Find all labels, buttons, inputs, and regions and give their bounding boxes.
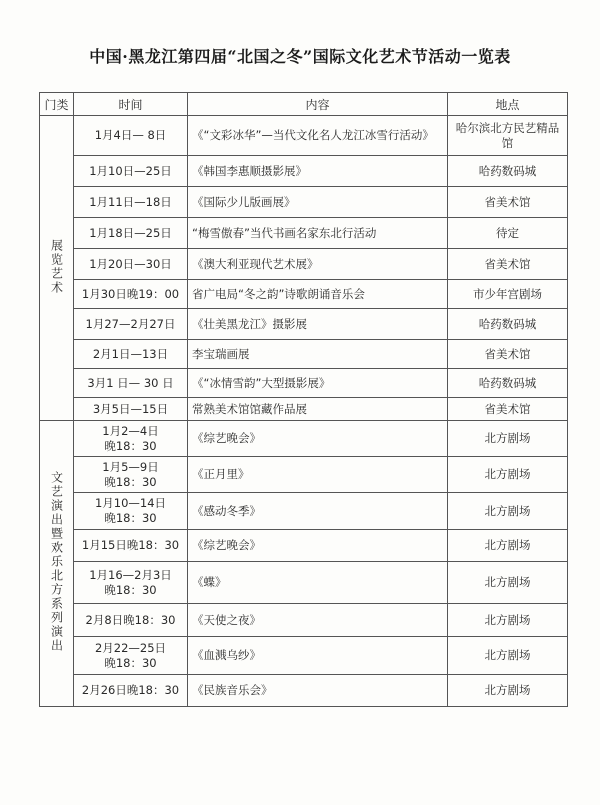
- time-cell: 1月10—14日 晚18：30: [74, 493, 188, 530]
- time-cell: 1月20日—30日: [74, 249, 188, 280]
- time-cell: 3月1 日— 30 日: [74, 369, 188, 398]
- venue-cell: 北方剧场: [448, 675, 568, 707]
- category-cell: [40, 421, 74, 707]
- time-cell: 1月10日—25日: [74, 156, 188, 187]
- category-label: 展览艺术: [49, 238, 64, 295]
- venue-cell: 省美术馆: [448, 249, 568, 280]
- table-row: [40, 530, 568, 562]
- table-row: [40, 604, 568, 637]
- venue-cell: 北方剧场: [448, 457, 568, 493]
- content-cell: 《感动冬季》: [188, 493, 448, 530]
- venue-cell: 北方剧场: [448, 530, 568, 562]
- time-cell: 2月8日晚18：30: [74, 604, 188, 637]
- time-cell: 1月15日晚18：30: [74, 530, 188, 562]
- venue-cell: 北方剧场: [448, 421, 568, 457]
- time-cell: 2月26日晚18：30: [74, 675, 188, 707]
- content-cell: 《“文彩冰华”—当代文化名人龙江冰雪行活动》: [188, 116, 448, 156]
- venue-cell: 北方剧场: [448, 604, 568, 637]
- content-cell: 《壮美黑龙江》摄影展: [188, 309, 448, 340]
- time-cell: 1月4日— 8日: [74, 116, 188, 156]
- venue-cell: 省美术馆: [448, 398, 568, 421]
- time-cell: 1月11日—18日: [74, 187, 188, 218]
- header-venue: 地点: [448, 93, 568, 116]
- table-row: [40, 309, 568, 340]
- venue-cell: 北方剧场: [448, 637, 568, 675]
- time-cell: 3月5日—15日: [74, 398, 188, 421]
- table-row: [40, 369, 568, 398]
- table-row: [40, 421, 568, 457]
- content-cell: 《天使之夜》: [188, 604, 448, 637]
- venue-cell: 哈尔滨北方民艺精品馆: [448, 116, 568, 156]
- content-cell: 常熟美术馆馆藏作品展: [188, 398, 448, 421]
- category-label: 文艺演出暨欢乐北方系列演出: [49, 471, 64, 653]
- activity-table: [39, 92, 568, 707]
- content-cell: 《国际少儿版画展》: [188, 187, 448, 218]
- content-cell: 《澳大利亚现代艺术展》: [188, 249, 448, 280]
- table-row: [40, 340, 568, 369]
- table-row: [40, 562, 568, 604]
- content-cell: 省广电局“冬之韵”诗歌朗诵音乐会: [188, 280, 448, 309]
- header-content: 内容: [188, 93, 448, 116]
- table-header-row: [40, 93, 568, 116]
- venue-cell: 北方剧场: [448, 562, 568, 604]
- content-cell: 《“冰情雪韵”大型摄影展》: [188, 369, 448, 398]
- header-time: 时间: [74, 93, 188, 116]
- table-row: [40, 398, 568, 421]
- content-cell: 《正月里》: [188, 457, 448, 493]
- table-row: [40, 637, 568, 675]
- content-cell: 《蝶》: [188, 562, 448, 604]
- venue-cell: 待定: [448, 218, 568, 249]
- time-cell: 2月1日—13日: [74, 340, 188, 369]
- table-row: [40, 116, 568, 156]
- content-cell: “梅雪傲春”当代书画名家东北行活动: [188, 218, 448, 249]
- venue-cell: 哈药数码城: [448, 309, 568, 340]
- content-cell: 李宝瑞画展: [188, 340, 448, 369]
- category-cell: [40, 116, 74, 421]
- table-row: [40, 457, 568, 493]
- table-row: [40, 156, 568, 187]
- time-cell: 1月16—2月3日 晚18：30: [74, 562, 188, 604]
- table-row: [40, 280, 568, 309]
- header-category: 门类: [40, 93, 74, 116]
- table-row: [40, 218, 568, 249]
- table-row: [40, 493, 568, 530]
- venue-cell: 省美术馆: [448, 340, 568, 369]
- time-cell: 1月27—2月27日: [74, 309, 188, 340]
- time-cell: 1月18日—25日: [74, 218, 188, 249]
- content-cell: 《综艺晚会》: [188, 530, 448, 562]
- venue-cell: 哈药数码城: [448, 369, 568, 398]
- time-cell: 2月22—25日 晚18：30: [74, 637, 188, 675]
- venue-cell: 市少年宫剧场: [448, 280, 568, 309]
- document-title: 中国·黑龙江第四届“北国之冬”国际文化艺术节活动一览表: [89, 47, 511, 66]
- venue-cell: 哈药数码城: [448, 156, 568, 187]
- content-cell: 《综艺晚会》: [188, 421, 448, 457]
- content-cell: 《韩国李惠顺摄影展》: [188, 156, 448, 187]
- time-cell: 1月30日晚19：00: [74, 280, 188, 309]
- venue-cell: 省美术馆: [448, 187, 568, 218]
- venue-cell: 北方剧场: [448, 493, 568, 530]
- content-cell: 《民族音乐会》: [188, 675, 448, 707]
- table-body: [40, 116, 568, 707]
- content-cell: 《血溅乌纱》: [188, 637, 448, 675]
- time-cell: 1月5—9日 晚18：30: [74, 457, 188, 493]
- time-cell: 1月2—4日 晚18：30: [74, 421, 188, 457]
- table-row: [40, 675, 568, 707]
- table-row: [40, 187, 568, 218]
- table-row: [40, 249, 568, 280]
